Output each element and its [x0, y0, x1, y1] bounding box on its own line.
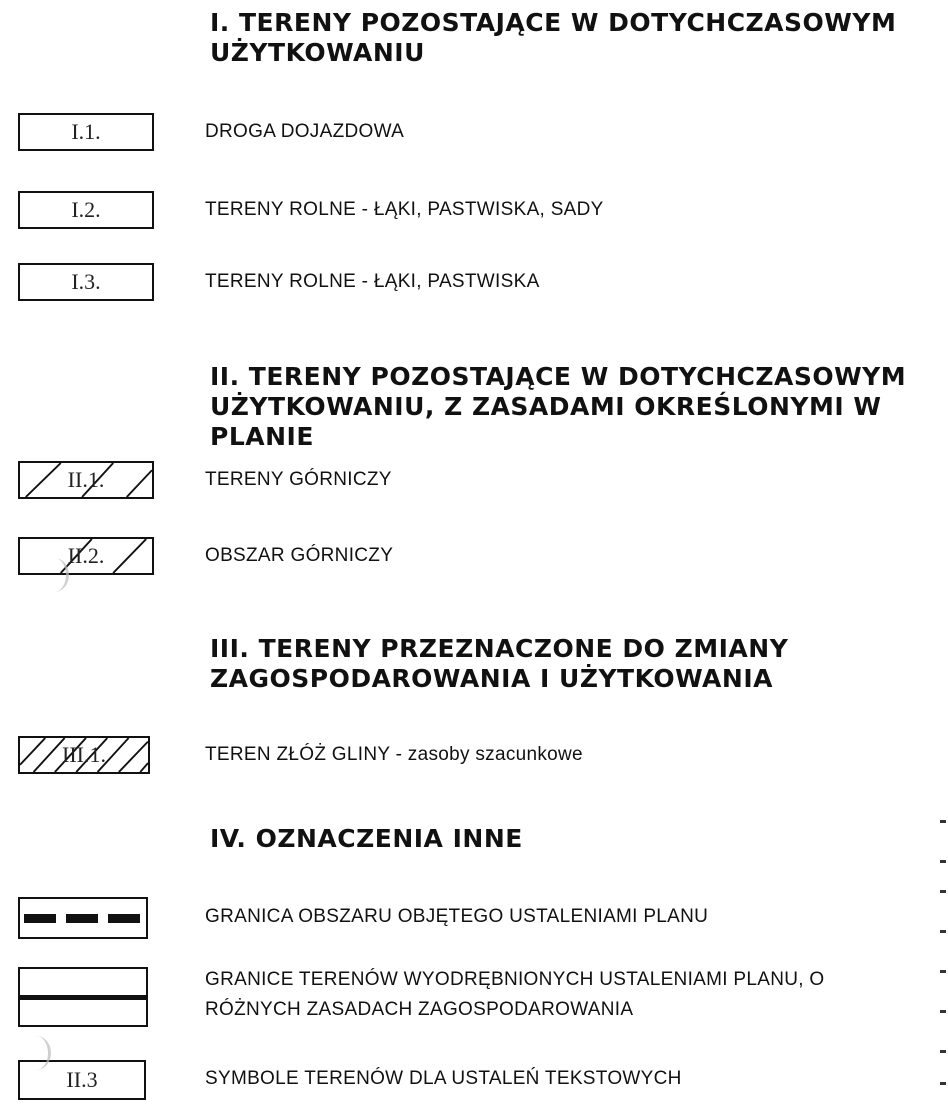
legend-label-lower: zasoby szacunkowe — [407, 744, 583, 765]
symbol-code: II.2. — [67, 543, 105, 568]
scan-artifact — [22, 1036, 51, 1070]
legend-label-line1: GRANICE TERENÓW WYODRĘBNIONYCH USTALENIAMI PLANU, O — [205, 969, 825, 990]
symbol-code: I.1. — [71, 119, 101, 144]
legend-label-line2: RÓŻNYCH ZASADACH ZAGOSPODAROWANIA — [205, 999, 634, 1020]
dashed-line-symbol — [18, 897, 148, 939]
section-1-title-line2: UŻYTKOWANIU — [210, 38, 425, 67]
section-3-title-line1: III. TERENY PRZEZNACZONE DO ZMIANY — [210, 634, 789, 663]
legend-label: SYMBOLE TERENÓW DLA USTALEŃ TEKSTOWYCH — [205, 1068, 682, 1089]
legend-label: TERENY GÓRNICZY — [205, 469, 392, 490]
legend-label: DROGA DOJAZDOWA — [205, 121, 405, 142]
symbol-code: III.1. — [62, 742, 106, 767]
symbol-box-ii1 — [18, 461, 154, 499]
section-3-heading — [210, 634, 788, 694]
symbol-box-i1 — [18, 113, 154, 151]
symbol-code: II.3 — [66, 1067, 98, 1092]
symbol-code: II.1. — [67, 467, 105, 492]
legend-label-upper: TEREN ZŁÓŻ GLINY - — [205, 744, 408, 765]
symbol-box-i3 — [18, 263, 154, 301]
legend-label: GRANICA OBSZARU OBJĘTEGO USTALENIAMI PLANU — [205, 906, 709, 927]
legend-label — [205, 740, 583, 770]
dash-segment — [24, 914, 56, 923]
section-4-heading — [210, 824, 523, 854]
solid-line-symbol — [18, 967, 148, 1027]
dash-segment — [66, 914, 98, 923]
section-1-heading — [210, 8, 896, 68]
edge-marks — [938, 820, 946, 1090]
section-1-title-line1: I. TERENY POZOSTAJĄCE W DOTYCHCZASOWYM — [210, 8, 897, 37]
section-3-title-line2: ZAGOSPODAROWANIA I UŻYTKOWANIA — [210, 664, 773, 693]
legend-label — [205, 965, 825, 1025]
legend-label: OBSZAR GÓRNICZY — [205, 545, 394, 566]
legend-label: TERENY ROLNE - ŁĄKI, PASTWISKA — [205, 271, 540, 292]
section-2-title-line2: UŻYTKOWANIU, Z ZASADAMI OKREŚLONYMI W PLANIE — [210, 392, 882, 451]
symbol-box-ii2 — [18, 537, 154, 575]
symbol-box-iii1 — [18, 736, 150, 774]
solid-line — [20, 995, 146, 1000]
section-4-title: IV. OZNACZENIA INNE — [210, 824, 523, 853]
legend-label: TERENY ROLNE - ŁĄKI, PASTWISKA, SADY — [205, 199, 604, 220]
section-2-title-line1: II. TERENY POZOSTAJĄCE W DOTYCHCZASOWYM — [210, 362, 907, 391]
scan-artifact — [40, 558, 69, 592]
dash-segment — [108, 914, 140, 923]
section-2-heading — [210, 362, 948, 452]
symbol-code: I.3. — [71, 269, 101, 294]
symbol-code: I.2. — [71, 197, 101, 222]
symbol-box-i2 — [18, 191, 154, 229]
